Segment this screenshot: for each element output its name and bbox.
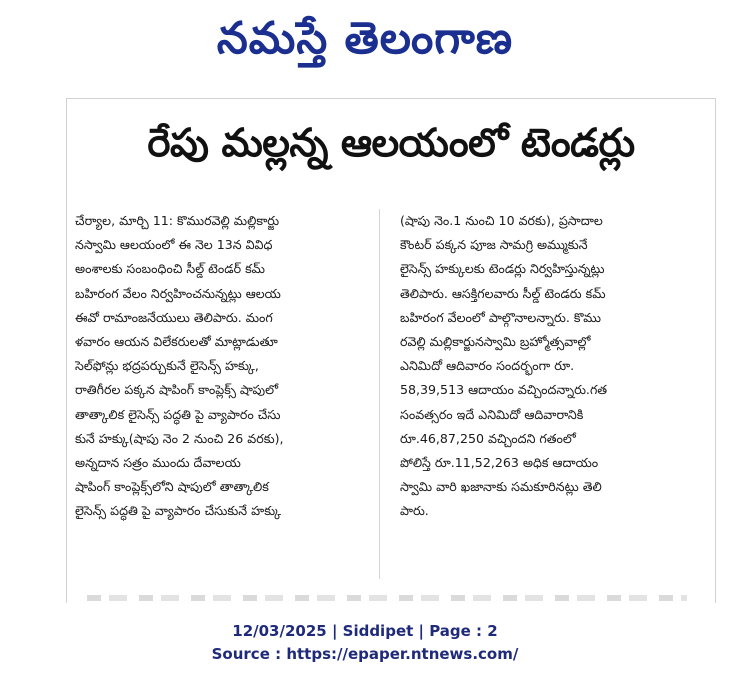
masthead-logo: నమస్తే తెలంగాణ	[216, 13, 514, 64]
article-line: రాతిగీరల పక్కన షాపింగ్ కాంప్లెక్స్ షాపులో	[75, 382, 279, 398]
article-line: లైసెన్స్ పద్ధతి పై వ్యాపారం చేసుకునే హక్కు	[75, 503, 282, 519]
article-line: షాపింగ్ కాంప్లెక్స్‌లోని షాపులో తాత్కాలిక	[75, 479, 269, 495]
article-line: పారు.	[400, 503, 429, 519]
article-line: తాత్కాలిక లైసెన్స్ పద్ధతి పై వ్యాపారం చేసు	[75, 406, 281, 422]
article-line: ళవారం ఆయన విలేకరులతో మాట్లాడుతూ	[75, 334, 278, 350]
article-headline: రేపు మల్లన్న ఆలయంలో టెండర్లు	[147, 121, 635, 166]
article-line: చేర్యాల, మార్చి 11: కొమురవెల్లి మల్లికార్జు	[75, 213, 280, 228]
article-line: రూ.46,87,250 వచ్చిందని గతంలో	[400, 430, 576, 446]
column-divider	[379, 209, 380, 579]
footer-source: Source : https://epaper.ntnews.com/	[211, 645, 519, 663]
article-line: తెలిపారు. ఆసక్తిగలవారు సీల్డ్ టెండరు కమ్	[400, 285, 606, 301]
footer-meta: 12/03/2025 | Siddipet | Page : 2	[232, 622, 498, 640]
article-line: సెల్‌ఫోన్లు భద్రపర్చుకునే లైసెన్స్ హక్కు,	[75, 358, 259, 374]
article-line: నస్వామి ఆలయంలో ఈ నెల 13న వివిధ	[75, 237, 273, 253]
article-line: కౌంటర్ పక్కన పూజ సామగ్రి అమ్ముకునే	[400, 237, 588, 253]
article-line: స్వామి వారి ఖజానాకు సమకూరినట్లు తెలి	[400, 479, 602, 495]
clipping-cut-edge	[87, 595, 687, 601]
article-right-column	[400, 209, 700, 524]
article-line: అంశాలకు సంబంధించి సీల్డ్ టెండర్ కమ్	[75, 261, 265, 277]
article-line: కునే హక్కు(షాపు నెం 2 నుంచి 26 వరకు),	[75, 430, 284, 446]
article-line: లైసెన్స్ హక్కులకు టెండర్లు నిర్వహిస్తున్నట్లు	[400, 261, 605, 277]
article-left-column	[75, 209, 365, 524]
article-line: ఎనిమిదో ఆదివారం సందర్భంగా రూ.	[400, 358, 575, 374]
article-line: రవెల్లి మల్లికార్జునస్వామి బ్రహ్మోత్సవాల్లో	[400, 334, 591, 350]
article-line: సంవత్సరం ఇదే ఎనిమిదో ఆదివారానికి	[400, 406, 584, 422]
article-line: బహిరంగ వేలంలో పాల్గొనాలన్నారు. కొము	[400, 309, 601, 325]
article-line: ఈవో రామాంజనేయులు తెలిపారు. మంగ	[75, 309, 273, 325]
article-line: పోలిస్తే రూ.11,52,263 అధిక ఆదాయం	[400, 455, 599, 471]
article-line: 58,39,513 ఆదాయం వచ్చిందన్నారు.గత	[400, 382, 608, 398]
article-line: బహిరంగ వేలం నిర్వహించనున్నట్లు ఆలయ	[75, 285, 281, 301]
article-line: అన్నదాన సత్రం ముందు దేవాలయ	[75, 455, 241, 471]
newspaper-clipping	[66, 98, 716, 603]
article-line: (షాపు నెం.1 నుంచి 10 వరకు), ప్రసాదాల	[400, 213, 603, 228]
